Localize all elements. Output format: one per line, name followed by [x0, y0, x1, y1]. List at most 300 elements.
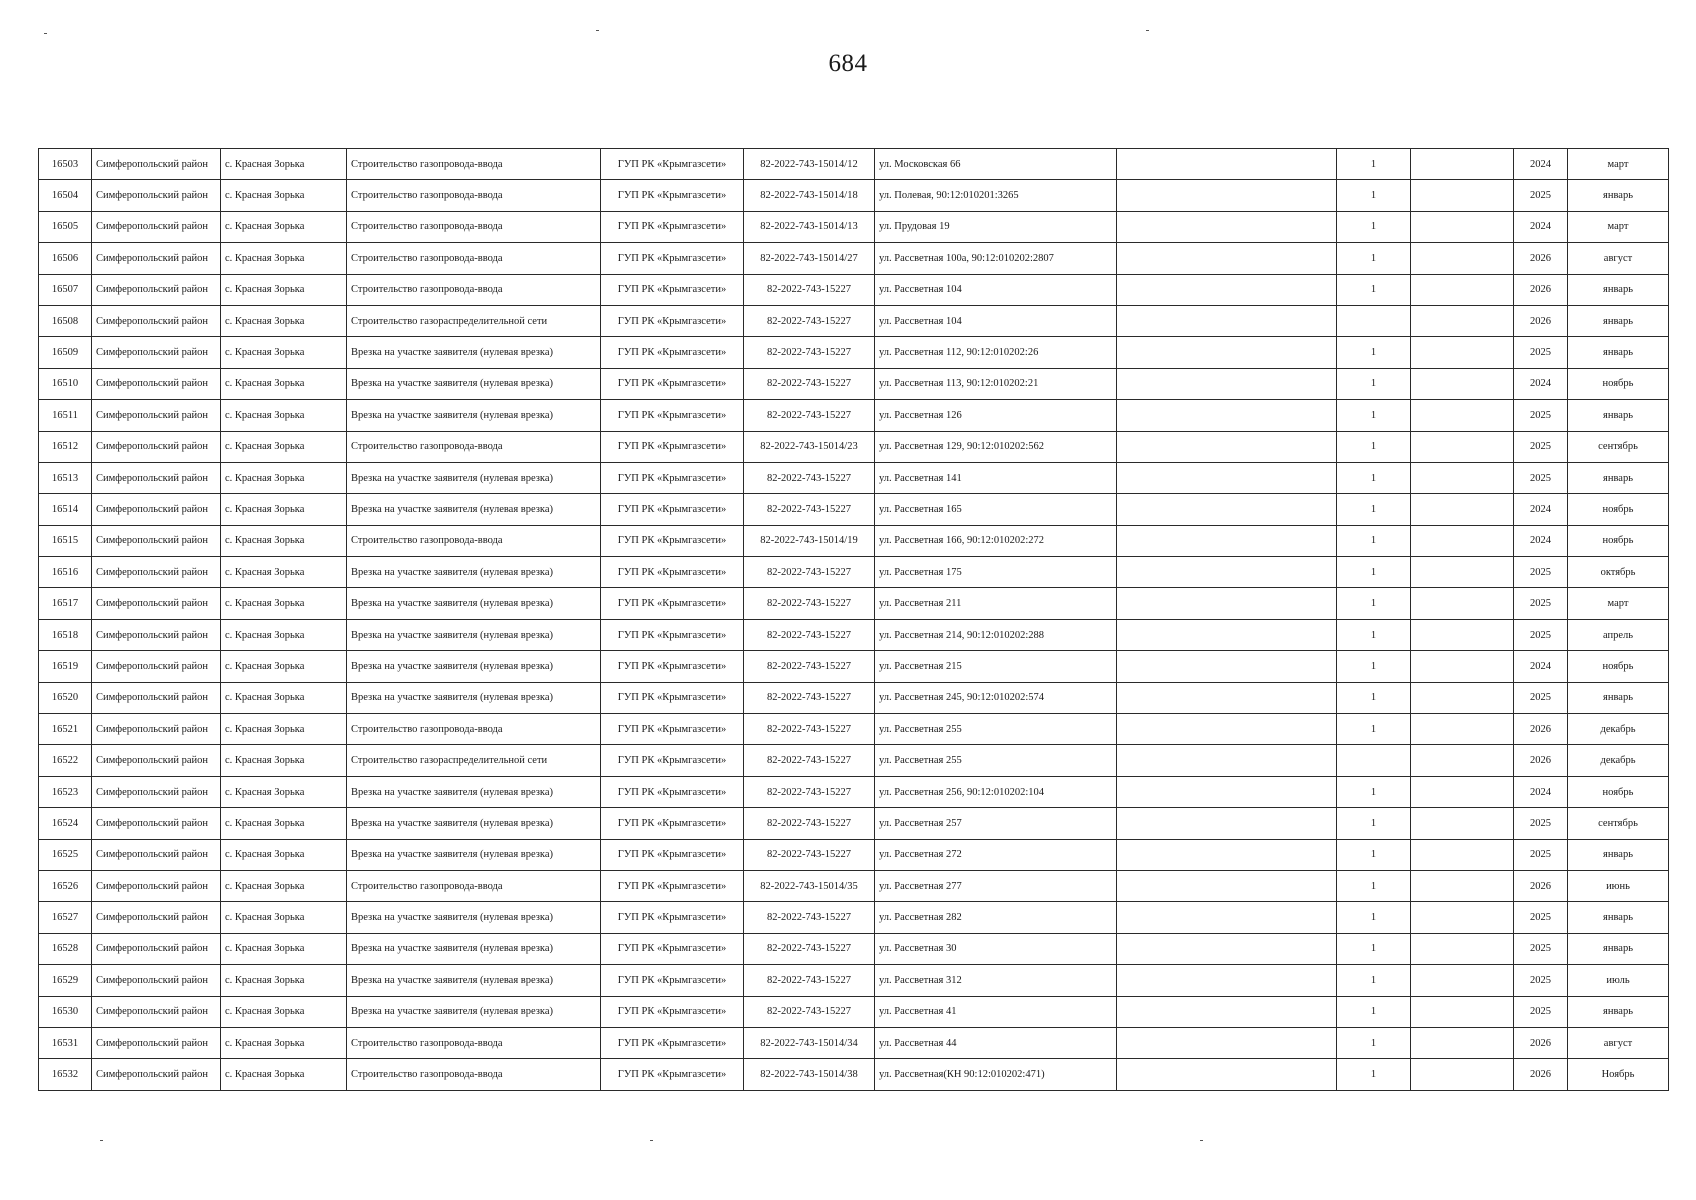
table-row — [39, 462, 1669, 493]
month-cell: январь — [1568, 400, 1669, 431]
organization-cell: ГУП РК «Крымгазсети» — [601, 525, 744, 556]
settlement-cell: с. Красная Зорька — [221, 274, 347, 305]
technical-conditions-cell: 82-2022-743-15227 — [744, 839, 875, 870]
organization-cell: ГУП РК «Крымгазсети» — [601, 776, 744, 807]
address-cell: ул. Рассветная 175 — [875, 557, 1117, 588]
extra-cell — [1411, 588, 1514, 619]
settlement-cell: с. Красная Зорька — [221, 776, 347, 807]
note-cell — [1117, 462, 1337, 493]
quantity-cell: 1 — [1337, 400, 1411, 431]
year-cell: 2024 — [1514, 525, 1568, 556]
note-cell — [1117, 808, 1337, 839]
extra-cell — [1411, 431, 1514, 462]
note-cell — [1117, 902, 1337, 933]
settlement-cell: с. Красная Зорька — [221, 839, 347, 870]
technical-conditions-cell: 82-2022-743-15227 — [744, 557, 875, 588]
technical-conditions-cell: 82-2022-743-15227 — [744, 619, 875, 650]
extra-cell — [1411, 337, 1514, 368]
row-number-cell: 16516 — [39, 557, 92, 588]
extra-cell — [1411, 619, 1514, 650]
address-cell: ул. Рассветная 126 — [875, 400, 1117, 431]
work-type-cell: Строительство газопровода-ввода — [347, 211, 601, 242]
note-cell — [1117, 870, 1337, 901]
note-cell — [1117, 557, 1337, 588]
extra-cell — [1411, 776, 1514, 807]
address-cell: ул. Рассветная 30 — [875, 933, 1117, 964]
district-cell: Симферопольский район — [92, 431, 221, 462]
address-cell: ул. Рассветная 215 — [875, 651, 1117, 682]
row-number-cell: 16528 — [39, 933, 92, 964]
year-cell: 2025 — [1514, 400, 1568, 431]
district-cell: Симферопольский район — [92, 337, 221, 368]
work-type-cell: Врезка на участке заявителя (нулевая врезка) — [347, 933, 601, 964]
organization-cell: ГУП РК «Крымгазсети» — [601, 180, 744, 211]
year-cell: 2025 — [1514, 933, 1568, 964]
technical-conditions-cell: 82-2022-743-15014/18 — [744, 180, 875, 211]
settlement-cell: с. Красная Зорька — [221, 682, 347, 713]
table-row — [39, 933, 1669, 964]
settlement-cell: с. Красная Зорька — [221, 588, 347, 619]
organization-cell: ГУП РК «Крымгазсети» — [601, 933, 744, 964]
district-cell: Симферопольский район — [92, 682, 221, 713]
month-cell: октябрь — [1568, 557, 1669, 588]
month-cell: ноябрь — [1568, 368, 1669, 399]
settlement-cell: с. Красная Зорька — [221, 211, 347, 242]
scan-speck — [596, 30, 599, 31]
technical-conditions-cell: 82-2022-743-15014/35 — [744, 870, 875, 901]
district-cell: Симферопольский район — [92, 745, 221, 776]
address-cell: ул. Рассветная 112, 90:12:010202:26 — [875, 337, 1117, 368]
organization-cell: ГУП РК «Крымгазсети» — [601, 243, 744, 274]
organization-cell: ГУП РК «Крымгазсети» — [601, 745, 744, 776]
row-number-cell: 16530 — [39, 996, 92, 1027]
settlement-cell: с. Красная Зорька — [221, 651, 347, 682]
organization-cell: ГУП РК «Крымгазсети» — [601, 682, 744, 713]
quantity-cell: 1 — [1337, 682, 1411, 713]
year-cell: 2024 — [1514, 494, 1568, 525]
row-number-cell: 16525 — [39, 839, 92, 870]
quantity-cell: 1 — [1337, 776, 1411, 807]
year-cell: 2024 — [1514, 149, 1568, 180]
table-row — [39, 965, 1669, 996]
address-cell: ул. Рассветная 312 — [875, 965, 1117, 996]
technical-conditions-cell: 82-2022-743-15014/27 — [744, 243, 875, 274]
district-cell: Симферопольский район — [92, 714, 221, 745]
settlement-cell: с. Красная Зорька — [221, 494, 347, 525]
year-cell: 2025 — [1514, 808, 1568, 839]
table-row — [39, 274, 1669, 305]
address-cell: ул. Полевая, 90:12:010201:3265 — [875, 180, 1117, 211]
extra-cell — [1411, 494, 1514, 525]
extra-cell — [1411, 180, 1514, 211]
quantity-cell: 1 — [1337, 525, 1411, 556]
technical-conditions-cell: 82-2022-743-15227 — [744, 337, 875, 368]
settlement-cell: с. Красная Зорька — [221, 462, 347, 493]
address-cell: ул. Прудовая 19 — [875, 211, 1117, 242]
quantity-cell: 1 — [1337, 839, 1411, 870]
extra-cell — [1411, 714, 1514, 745]
address-cell: ул. Рассветная 282 — [875, 902, 1117, 933]
table-row — [39, 305, 1669, 336]
table-row — [39, 149, 1669, 180]
row-number-cell: 16503 — [39, 149, 92, 180]
note-cell — [1117, 243, 1337, 274]
year-cell: 2025 — [1514, 839, 1568, 870]
year-cell: 2025 — [1514, 682, 1568, 713]
extra-cell — [1411, 965, 1514, 996]
address-cell: ул. Рассветная 211 — [875, 588, 1117, 619]
month-cell: август — [1568, 243, 1669, 274]
quantity-cell: 1 — [1337, 714, 1411, 745]
district-cell: Симферопольский район — [92, 557, 221, 588]
year-cell: 2026 — [1514, 1059, 1568, 1090]
technical-conditions-cell: 82-2022-743-15014/38 — [744, 1059, 875, 1090]
technical-conditions-cell: 82-2022-743-15227 — [744, 494, 875, 525]
district-cell: Симферопольский район — [92, 368, 221, 399]
work-type-cell: Строительство газопровода-ввода — [347, 180, 601, 211]
work-type-cell: Врезка на участке заявителя (нулевая врезка) — [347, 494, 601, 525]
work-type-cell: Врезка на участке заявителя (нулевая врезка) — [347, 808, 601, 839]
extra-cell — [1411, 1059, 1514, 1090]
settlement-cell: с. Красная Зорька — [221, 1059, 347, 1090]
address-cell: ул. Рассветная 141 — [875, 462, 1117, 493]
month-cell: январь — [1568, 305, 1669, 336]
note-cell — [1117, 651, 1337, 682]
month-cell: сентябрь — [1568, 808, 1669, 839]
technical-conditions-cell: 82-2022-743-15014/34 — [744, 1027, 875, 1058]
row-number-cell: 16509 — [39, 337, 92, 368]
year-cell: 2024 — [1514, 776, 1568, 807]
row-number-cell: 16504 — [39, 180, 92, 211]
address-cell: ул. Рассветная 214, 90:12:010202:288 — [875, 619, 1117, 650]
organization-cell: ГУП РК «Крымгазсети» — [601, 808, 744, 839]
quantity-cell: 1 — [1337, 902, 1411, 933]
organization-cell: ГУП РК «Крымгазсети» — [601, 651, 744, 682]
work-type-cell: Врезка на участке заявителя (нулевая врезка) — [347, 588, 601, 619]
address-cell: ул. Рассветная 165 — [875, 494, 1117, 525]
year-cell: 2026 — [1514, 274, 1568, 305]
technical-conditions-cell: 82-2022-743-15014/12 — [744, 149, 875, 180]
extra-cell — [1411, 462, 1514, 493]
year-cell: 2024 — [1514, 211, 1568, 242]
extra-cell — [1411, 368, 1514, 399]
scan-speck — [100, 1140, 103, 1141]
row-number-cell: 16515 — [39, 525, 92, 556]
technical-conditions-cell: 82-2022-743-15227 — [744, 400, 875, 431]
settlement-cell: с. Красная Зорька — [221, 996, 347, 1027]
extra-cell — [1411, 839, 1514, 870]
year-cell: 2025 — [1514, 431, 1568, 462]
year-cell: 2025 — [1514, 180, 1568, 211]
month-cell: март — [1568, 588, 1669, 619]
row-number-cell: 16524 — [39, 808, 92, 839]
row-number-cell: 16531 — [39, 1027, 92, 1058]
table-row — [39, 619, 1669, 650]
organization-cell: ГУП РК «Крымгазсети» — [601, 274, 744, 305]
district-cell: Симферопольский район — [92, 305, 221, 336]
extra-cell — [1411, 933, 1514, 964]
organization-cell: ГУП РК «Крымгазсети» — [601, 619, 744, 650]
note-cell — [1117, 745, 1337, 776]
work-type-cell: Строительство газораспределительной сети — [347, 305, 601, 336]
year-cell: 2025 — [1514, 965, 1568, 996]
address-cell: ул. Московская 66 — [875, 149, 1117, 180]
organization-cell: ГУП РК «Крымгазсети» — [601, 337, 744, 368]
work-type-cell: Врезка на участке заявителя (нулевая врезка) — [347, 902, 601, 933]
address-cell: ул. Рассветная 44 — [875, 1027, 1117, 1058]
year-cell: 2025 — [1514, 557, 1568, 588]
year-cell: 2025 — [1514, 588, 1568, 619]
table-row — [39, 839, 1669, 870]
settlement-cell: с. Красная Зорька — [221, 149, 347, 180]
quantity-cell: 1 — [1337, 274, 1411, 305]
month-cell: июнь — [1568, 870, 1669, 901]
technical-conditions-cell: 82-2022-743-15227 — [744, 682, 875, 713]
table-row — [39, 902, 1669, 933]
note-cell — [1117, 400, 1337, 431]
row-number-cell: 16532 — [39, 1059, 92, 1090]
row-number-cell: 16520 — [39, 682, 92, 713]
note-cell — [1117, 494, 1337, 525]
year-cell: 2026 — [1514, 870, 1568, 901]
table-row — [39, 996, 1669, 1027]
year-cell: 2024 — [1514, 651, 1568, 682]
note-cell — [1117, 996, 1337, 1027]
district-cell: Симферопольский район — [92, 619, 221, 650]
quantity-cell: 1 — [1337, 431, 1411, 462]
technical-conditions-cell: 82-2022-743-15227 — [744, 902, 875, 933]
table-row — [39, 494, 1669, 525]
quantity-cell: 1 — [1337, 557, 1411, 588]
table-row — [39, 870, 1669, 901]
note-cell — [1117, 525, 1337, 556]
month-cell: ноябрь — [1568, 525, 1669, 556]
technical-conditions-cell: 82-2022-743-15227 — [744, 305, 875, 336]
address-cell: ул. Рассветная 277 — [875, 870, 1117, 901]
district-cell: Симферопольский район — [92, 965, 221, 996]
year-cell: 2025 — [1514, 619, 1568, 650]
district-cell: Симферопольский район — [92, 651, 221, 682]
year-cell: 2025 — [1514, 902, 1568, 933]
address-cell: ул. Рассветная(КН 90:12:010202:471) — [875, 1059, 1117, 1090]
settlement-cell: с. Красная Зорька — [221, 337, 347, 368]
month-cell: июль — [1568, 965, 1669, 996]
district-cell: Симферопольский район — [92, 180, 221, 211]
district-cell: Симферопольский район — [92, 996, 221, 1027]
note-cell — [1117, 305, 1337, 336]
quantity-cell: 1 — [1337, 870, 1411, 901]
row-number-cell: 16529 — [39, 965, 92, 996]
address-cell: ул. Рассветная 256, 90:12:010202:104 — [875, 776, 1117, 807]
organization-cell: ГУП РК «Крымгазсети» — [601, 211, 744, 242]
work-type-cell: Строительство газораспределительной сети — [347, 745, 601, 776]
work-type-cell: Врезка на участке заявителя (нулевая врезка) — [347, 400, 601, 431]
district-cell: Симферопольский район — [92, 808, 221, 839]
work-type-cell: Строительство газопровода-ввода — [347, 870, 601, 901]
extra-cell — [1411, 996, 1514, 1027]
district-cell: Симферопольский район — [92, 243, 221, 274]
work-type-cell: Врезка на участке заявителя (нулевая врезка) — [347, 557, 601, 588]
row-number-cell: 16523 — [39, 776, 92, 807]
extra-cell — [1411, 1027, 1514, 1058]
extra-cell — [1411, 274, 1514, 305]
row-number-cell: 16527 — [39, 902, 92, 933]
work-type-cell: Строительство газопровода-ввода — [347, 714, 601, 745]
work-type-cell: Врезка на участке заявителя (нулевая врезка) — [347, 368, 601, 399]
table-row — [39, 243, 1669, 274]
settlement-cell: с. Красная Зорька — [221, 180, 347, 211]
note-cell — [1117, 180, 1337, 211]
scan-speck — [1146, 30, 1149, 31]
work-type-cell: Врезка на участке заявителя (нулевая врезка) — [347, 839, 601, 870]
district-cell: Симферопольский район — [92, 525, 221, 556]
organization-cell: ГУП РК «Крымгазсети» — [601, 400, 744, 431]
extra-cell — [1411, 243, 1514, 274]
row-number-cell: 16512 — [39, 431, 92, 462]
table-row — [39, 651, 1669, 682]
table-row — [39, 400, 1669, 431]
month-cell: ноябрь — [1568, 651, 1669, 682]
work-type-cell: Строительство газопровода-ввода — [347, 243, 601, 274]
organization-cell: ГУП РК «Крымгазсети» — [601, 462, 744, 493]
quantity-cell: 1 — [1337, 149, 1411, 180]
note-cell — [1117, 1059, 1337, 1090]
note-cell — [1117, 714, 1337, 745]
month-cell: март — [1568, 149, 1669, 180]
extra-cell — [1411, 211, 1514, 242]
technical-conditions-cell: 82-2022-743-15014/23 — [744, 431, 875, 462]
month-cell: январь — [1568, 180, 1669, 211]
extra-cell — [1411, 745, 1514, 776]
district-cell: Симферопольский район — [92, 494, 221, 525]
work-type-cell: Строительство газопровода-ввода — [347, 274, 601, 305]
settlement-cell: с. Красная Зорька — [221, 902, 347, 933]
organization-cell: ГУП РК «Крымгазсети» — [601, 494, 744, 525]
page-number: 684 — [828, 50, 868, 77]
address-cell: ул. Рассветная 255 — [875, 745, 1117, 776]
scan-speck — [650, 1140, 653, 1141]
note-cell — [1117, 776, 1337, 807]
technical-conditions-cell: 82-2022-743-15014/13 — [744, 211, 875, 242]
quantity-cell: 1 — [1337, 211, 1411, 242]
technical-conditions-cell: 82-2022-743-15227 — [744, 808, 875, 839]
technical-conditions-cell: 82-2022-743-15227 — [744, 776, 875, 807]
work-type-cell: Врезка на участке заявителя (нулевая врезка) — [347, 965, 601, 996]
table-row — [39, 337, 1669, 368]
organization-cell: ГУП РК «Крымгазсети» — [601, 1027, 744, 1058]
settlement-cell: с. Красная Зорька — [221, 933, 347, 964]
address-cell: ул. Рассветная 255 — [875, 714, 1117, 745]
organization-cell: ГУП РК «Крымгазсети» — [601, 1059, 744, 1090]
row-number-cell: 16508 — [39, 305, 92, 336]
technical-conditions-cell: 82-2022-743-15227 — [744, 745, 875, 776]
year-cell: 2024 — [1514, 368, 1568, 399]
district-cell: Симферопольский район — [92, 902, 221, 933]
table-row — [39, 211, 1669, 242]
month-cell: январь — [1568, 933, 1669, 964]
settlement-cell: с. Красная Зорька — [221, 1027, 347, 1058]
table-row — [39, 714, 1669, 745]
address-cell: ул. Рассветная 113, 90:12:010202:21 — [875, 368, 1117, 399]
month-cell: декабрь — [1568, 714, 1669, 745]
note-cell — [1117, 149, 1337, 180]
settlement-cell: с. Красная Зорька — [221, 431, 347, 462]
row-number-cell: 16522 — [39, 745, 92, 776]
note-cell — [1117, 368, 1337, 399]
quantity-cell: 1 — [1337, 965, 1411, 996]
row-number-cell: 16511 — [39, 400, 92, 431]
quantity-cell: 1 — [1337, 808, 1411, 839]
row-number-cell: 16505 — [39, 211, 92, 242]
month-cell: сентябрь — [1568, 431, 1669, 462]
note-cell — [1117, 431, 1337, 462]
month-cell: ноябрь — [1568, 776, 1669, 807]
district-cell: Симферопольский район — [92, 588, 221, 619]
note-cell — [1117, 1027, 1337, 1058]
quantity-cell — [1337, 305, 1411, 336]
technical-conditions-cell: 82-2022-743-15227 — [744, 588, 875, 619]
note-cell — [1117, 211, 1337, 242]
extra-cell — [1411, 525, 1514, 556]
work-type-cell: Врезка на участке заявителя (нулевая врезка) — [347, 462, 601, 493]
month-cell: январь — [1568, 462, 1669, 493]
year-cell: 2026 — [1514, 243, 1568, 274]
district-cell: Симферопольский район — [92, 274, 221, 305]
district-cell: Симферопольский район — [92, 149, 221, 180]
table-row — [39, 808, 1669, 839]
technical-conditions-cell: 82-2022-743-15227 — [744, 933, 875, 964]
year-cell: 2026 — [1514, 745, 1568, 776]
address-cell: ул. Рассветная 100а, 90:12:010202:2807 — [875, 243, 1117, 274]
year-cell: 2025 — [1514, 337, 1568, 368]
technical-conditions-cell: 82-2022-743-15227 — [744, 368, 875, 399]
work-type-cell: Врезка на участке заявителя (нулевая врезка) — [347, 651, 601, 682]
scan-speck — [1200, 1140, 1203, 1141]
table-row — [39, 368, 1669, 399]
quantity-cell: 1 — [1337, 933, 1411, 964]
quantity-cell: 1 — [1337, 243, 1411, 274]
year-cell: 2026 — [1514, 305, 1568, 336]
note-cell — [1117, 682, 1337, 713]
note-cell — [1117, 965, 1337, 996]
technical-conditions-cell: 82-2022-743-15227 — [744, 965, 875, 996]
table-row — [39, 525, 1669, 556]
year-cell: 2025 — [1514, 462, 1568, 493]
settlement-cell: с. Красная Зорька — [221, 870, 347, 901]
row-number-cell: 16517 — [39, 588, 92, 619]
extra-cell — [1411, 305, 1514, 336]
table-row — [39, 180, 1669, 211]
month-cell: март — [1568, 211, 1669, 242]
month-cell: январь — [1568, 996, 1669, 1027]
work-type-cell: Строительство газопровода-ввода — [347, 1027, 601, 1058]
quantity-cell: 1 — [1337, 619, 1411, 650]
organization-cell: ГУП РК «Крымгазсети» — [601, 839, 744, 870]
district-cell: Симферопольский район — [92, 839, 221, 870]
district-cell: Симферопольский район — [92, 1059, 221, 1090]
organization-cell: ГУП РК «Крымгазсети» — [601, 996, 744, 1027]
district-cell: Симферопольский район — [92, 211, 221, 242]
district-cell: Симферопольский район — [92, 400, 221, 431]
table-row — [39, 431, 1669, 462]
organization-cell: ГУП РК «Крымгазсети» — [601, 557, 744, 588]
month-cell: январь — [1568, 274, 1669, 305]
quantity-cell: 1 — [1337, 180, 1411, 211]
quantity-cell: 1 — [1337, 1059, 1411, 1090]
note-cell — [1117, 274, 1337, 305]
month-cell: январь — [1568, 337, 1669, 368]
extra-cell — [1411, 149, 1514, 180]
